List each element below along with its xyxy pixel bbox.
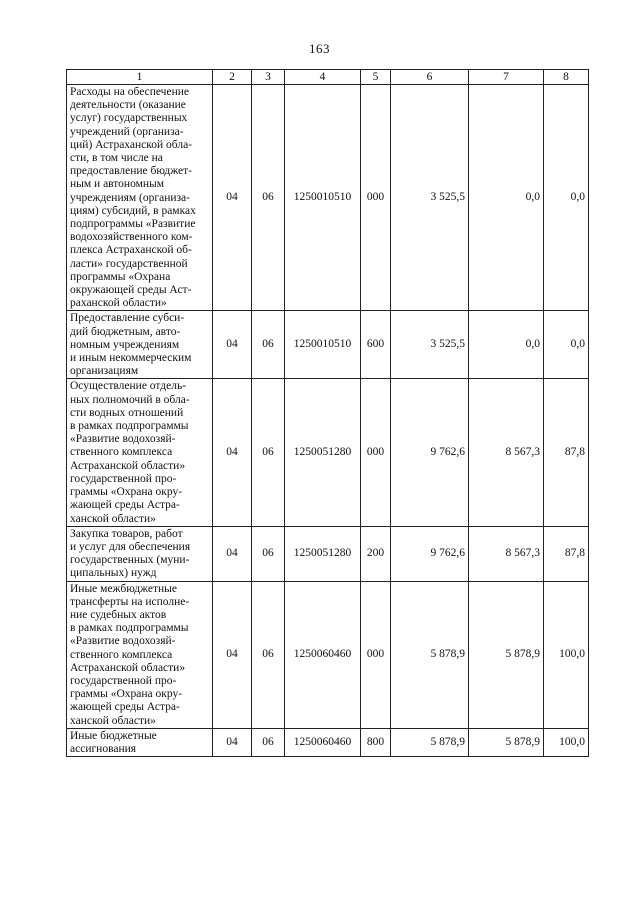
target-article-cell: 1250010510	[285, 85, 361, 311]
planned-amount-cell: 9 762,6	[391, 379, 469, 526]
subsection-code-cell: 06	[252, 311, 285, 379]
item-name-line: Астраханской области»	[70, 661, 186, 674]
item-name-line: ассигнования	[70, 742, 137, 755]
item-name-line: циям) субсидий, в рамках	[70, 204, 196, 217]
header-cell: 3	[252, 70, 285, 85]
subsection-code-cell: 06	[252, 379, 285, 526]
item-name-line: Закупка товаров, работ	[70, 527, 183, 540]
header-cell: 5	[361, 70, 391, 85]
item-name-line: Иные межбюджетные	[70, 582, 177, 595]
actual-amount-cell: 8 567,3	[469, 379, 544, 526]
item-name-line: водохозяйственного ком-	[70, 231, 193, 244]
item-name-line: государственной про-	[70, 674, 177, 687]
item-name-line: дий бюджетным, авто-	[70, 325, 181, 338]
item-name-line: предоставление бюджет-	[70, 165, 192, 178]
item-name-line: ханской области»	[70, 714, 156, 727]
subsection-code-cell: 06	[252, 728, 285, 756]
item-name-line: граммы «Охрана окру-	[70, 688, 183, 701]
expense-type-cell: 000	[361, 379, 391, 526]
item-name-cell	[67, 581, 213, 728]
item-name-line: сти водных отношений	[70, 406, 184, 419]
item-name-line: в рамках подпрограммы	[70, 622, 189, 635]
item-name-line: жающей среды Астра-	[70, 499, 180, 512]
actual-amount-cell: 5 878,9	[469, 728, 544, 756]
item-name-line: Иные бюджетные	[70, 729, 157, 742]
item-name-line: ным и автономным	[70, 178, 165, 191]
item-name-line: трансферты на исполне-	[70, 595, 190, 608]
target-article-cell: 1250060460	[285, 581, 361, 728]
item-name-line: Астраханской области»	[70, 459, 186, 472]
section-code-cell: 04	[213, 379, 252, 526]
item-name-line: в рамках подпрограммы	[70, 420, 189, 433]
item-name-cell	[67, 526, 213, 581]
table-row	[67, 526, 589, 581]
item-name-line: учреждений (организа-	[70, 125, 184, 138]
subsection-code-cell: 06	[252, 581, 285, 728]
expense-type-cell: 600	[361, 311, 391, 379]
expense-type-cell: 000	[361, 85, 391, 311]
table-row	[67, 728, 589, 756]
item-name-line: «Развитие водохозяй-	[70, 635, 176, 648]
table-body	[67, 85, 589, 757]
item-name-line: Предоставление субси-	[70, 312, 185, 325]
subsection-code-cell: 06	[252, 85, 285, 311]
item-name-line: ных полномочий в обла-	[70, 393, 190, 406]
header-cell: 1	[67, 70, 213, 85]
percent-cell: 100,0	[544, 581, 589, 728]
actual-amount-cell: 0,0	[469, 85, 544, 311]
item-name-line: ханской области»	[70, 512, 156, 525]
item-name-line: ципальных) нужд	[70, 567, 157, 580]
item-name-line: раханской области»	[70, 297, 167, 310]
subsection-code-cell: 06	[252, 526, 285, 581]
planned-amount-cell: 3 525,5	[391, 85, 469, 311]
item-name-line: Расходы на обеспечение	[70, 86, 189, 98]
expense-type-cell: 000	[361, 581, 391, 728]
header-cell: 8	[544, 70, 589, 85]
item-name-line: «Развитие водохозяй-	[70, 433, 176, 446]
item-name-line: ственного комплекса	[70, 446, 173, 459]
item-name-line: ций) Астраханской обла-	[70, 138, 193, 151]
percent-cell: 100,0	[544, 728, 589, 756]
item-name-line: деятельности (оказание	[70, 99, 186, 112]
percent-cell: 0,0	[544, 85, 589, 311]
item-name-line: плекса Астраханской об-	[70, 244, 192, 257]
item-name-line: учреждениям (организа-	[70, 191, 190, 204]
section-code-cell: 04	[213, 311, 252, 379]
item-name-line: окружающей среды Аст-	[70, 284, 192, 297]
item-name-line: программы «Охрана	[70, 270, 171, 283]
page-number: 163	[309, 41, 330, 56]
expense-type-cell: 200	[361, 526, 391, 581]
table-row	[67, 379, 589, 526]
item-name-line: сти, в том числе на	[70, 152, 163, 165]
target-article-cell: 1250060460	[285, 728, 361, 756]
percent-cell: 87,8	[544, 526, 589, 581]
target-article-cell: 1250051280	[285, 379, 361, 526]
header-cell: 4	[285, 70, 361, 85]
budget-table	[66, 69, 589, 757]
item-name-line: ласти» государственной	[70, 257, 188, 270]
item-name-line: услуг) государственных	[70, 112, 188, 125]
percent-cell: 87,8	[544, 379, 589, 526]
planned-amount-cell: 5 878,9	[391, 728, 469, 756]
item-name-line: государственной про-	[70, 472, 177, 485]
table-row	[67, 85, 589, 311]
item-name-line: номным учреждениям	[70, 338, 180, 351]
item-name-cell	[67, 85, 213, 311]
planned-amount-cell: 9 762,6	[391, 526, 469, 581]
item-name-line: государственных (муни-	[70, 554, 190, 567]
header-cell: 2	[213, 70, 252, 85]
item-name-line: подпрограммы «Развитие	[70, 218, 196, 231]
header-cell: 6	[391, 70, 469, 85]
item-name-line: ние судебных актов	[70, 608, 167, 621]
section-code-cell: 04	[213, 85, 252, 311]
planned-amount-cell: 5 878,9	[391, 581, 469, 728]
target-article-cell: 1250051280	[285, 526, 361, 581]
actual-amount-cell: 0,0	[469, 311, 544, 379]
section-code-cell: 04	[213, 581, 252, 728]
target-article-cell: 1250010510	[285, 311, 361, 379]
section-code-cell: 04	[213, 526, 252, 581]
item-name-line: Осуществление отдель-	[70, 380, 187, 393]
percent-cell: 0,0	[544, 311, 589, 379]
expense-type-cell: 800	[361, 728, 391, 756]
actual-amount-cell: 8 567,3	[469, 526, 544, 581]
item-name-line: ственного комплекса	[70, 648, 173, 661]
table-row	[67, 581, 589, 728]
item-name-line: и иным некоммерческим	[70, 352, 192, 365]
item-name-line: организациям	[70, 365, 139, 378]
item-name-line: граммы «Охрана окру-	[70, 486, 183, 499]
item-name-cell	[67, 728, 213, 756]
header-cell: 7	[469, 70, 544, 85]
item-name-line: и услуг для обеспечения	[70, 540, 191, 553]
header-row	[67, 70, 589, 85]
table-row	[67, 311, 589, 379]
planned-amount-cell: 3 525,5	[391, 311, 469, 379]
item-name-cell	[67, 379, 213, 526]
item-name-line: жающей среды Астра-	[70, 701, 180, 714]
actual-amount-cell: 5 878,9	[469, 581, 544, 728]
section-code-cell: 04	[213, 728, 252, 756]
item-name-cell	[67, 311, 213, 379]
